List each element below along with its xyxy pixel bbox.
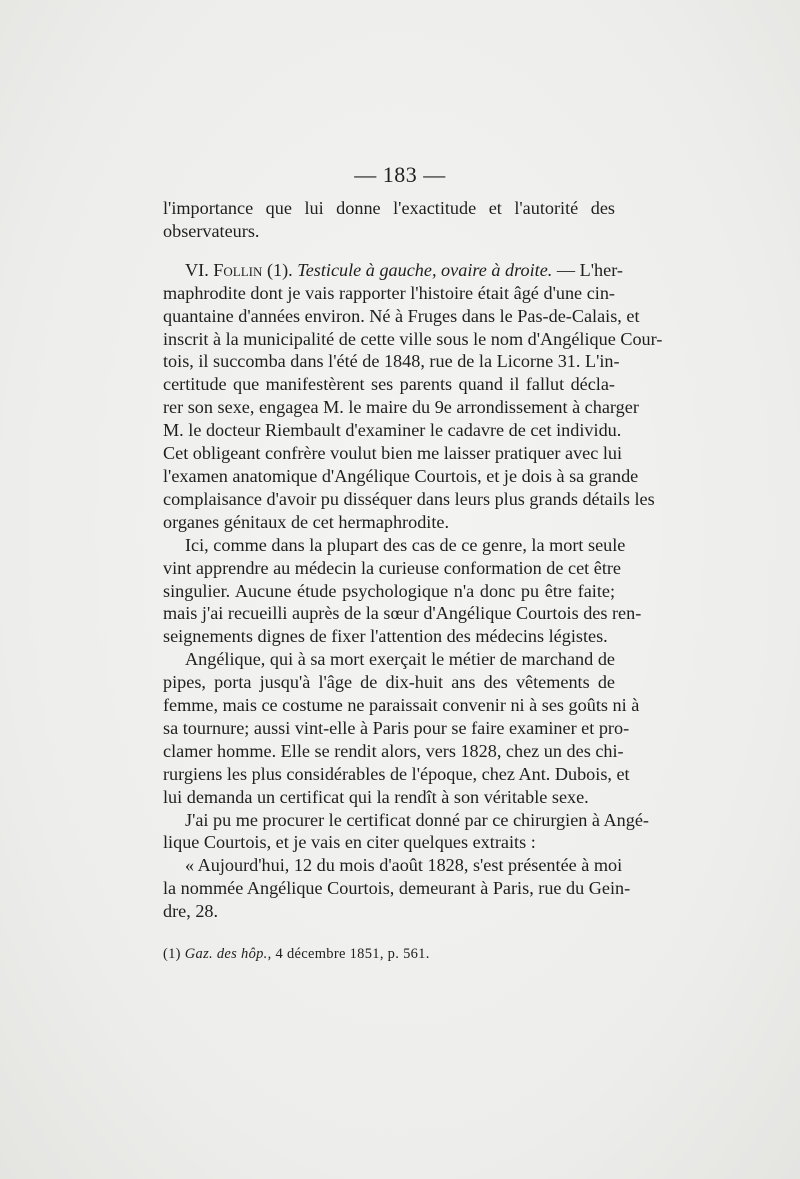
page-number: — 183 — <box>354 162 446 187</box>
text-line: dre, 28. <box>163 901 219 922</box>
body-text <box>163 197 663 923</box>
case-number: VI. <box>185 259 209 280</box>
paragraph-quotation <box>163 854 631 923</box>
text-line: sa tournure; aussi vint-elle à Paris pour se faire examiner et pro- <box>163 717 630 738</box>
text-line: M. le docteur Riembault d'examiner le cadavre de cet individu. <box>163 420 622 441</box>
text-line: pipes, porta jusqu'à l'âge de dix-huit ans des vêtements de <box>163 672 615 693</box>
text-line: J'ai pu me procurer le certificat donné par ce chirurgien à Angé- <box>185 809 649 830</box>
text-line: rer son sexe, engagea M. le maire du 9e arrondissement à charger <box>163 397 639 418</box>
footnote-source: Gaz. des hôp., <box>184 946 272 962</box>
text-line: mais j'ai recueilli auprès de la sœur d'Angélique Courtois des ren- <box>163 603 642 624</box>
text-line: l'examen anatomique d'Angélique Courtois, et je dois à sa grande <box>163 465 639 486</box>
case-title: Testicule à gauche, ovaire à droite. <box>297 259 553 280</box>
text-line: l'importance que lui donne l'exactitude et l'autorité des <box>163 198 615 218</box>
text-line: inscrit à la municipalité de cette ville sous le nom d'Angélique Cour- <box>163 328 663 349</box>
text-line: quantaine d'années environ. Né à Fruges dans le Pas-de-Calais, et <box>163 305 640 326</box>
footnote-details: 4 décembre 1851, p. 561. <box>275 946 430 962</box>
text-line: « Aujourd'hui, 12 du mois d'août 1828, s'est présentée à moi <box>185 855 623 876</box>
paragraph <box>163 534 642 649</box>
footnote <box>163 946 430 963</box>
text-line: clamer homme. Elle se rendit alors, vers 1828, chez un des chi- <box>163 740 624 761</box>
text-line: observateurs. <box>163 220 260 241</box>
text-line: Ici, comme dans la plupart des cas de ce genre, la mort seule <box>185 534 626 555</box>
text-line: rurgiens les plus considérables de l'époque, chez Ant. Dubois, et <box>163 763 630 784</box>
text-line: vint apprendre au médecin la curieuse conformation de cet être <box>163 557 622 578</box>
text-line: femme, mais ce costume ne paraissait convenir ni à ses goûts ni à <box>163 695 640 716</box>
footnote-number: (1) <box>163 946 181 962</box>
paragraph <box>163 809 649 855</box>
text-line: tois, il succomba dans l'été de 1848, rue de la Licorne 31. L'in- <box>163 351 620 372</box>
text-line: complaisance d'avoir pu disséquer dans leurs plus grands détails les <box>163 488 655 509</box>
text-line: la nommée Angélique Courtois, demeurant à Paris, rue du Gein- <box>163 878 631 899</box>
paragraph <box>163 648 640 808</box>
paragraph-case-follin <box>163 259 663 534</box>
text-line: certitude que manifestèrent ses parents quand il fallut décla- <box>163 374 615 395</box>
text-line: seignements dignes de fixer l'attention des médecins légistes. <box>163 626 608 647</box>
paragraph-continuation <box>163 197 615 243</box>
text-line: singulier. Aucune étude psychologique n'a donc pu être faite; <box>163 580 615 601</box>
text-line: Angélique, qui à sa mort exerçait le métier de marchand de <box>185 649 615 670</box>
case-heading-rest: — L'her- <box>556 259 623 280</box>
text-line: lui demanda un certificat qui la rendît à son véritable sexe. <box>163 786 589 807</box>
text-line: Cet obligeant confrère voulut bien me laisser pratiquer avec lui <box>163 443 623 464</box>
case-author: Follin <box>213 259 263 280</box>
footnote-reference: (1). <box>266 259 293 280</box>
text-line: organes génitaux de cet hermaphrodite. <box>163 511 450 532</box>
text-line: maphrodite dont je vais rapporter l'histoire était âgé d'une cin- <box>163 282 615 303</box>
text-line: lique Courtois, et je vais en citer quelques extraits : <box>163 832 536 853</box>
case-heading-line <box>163 259 623 282</box>
